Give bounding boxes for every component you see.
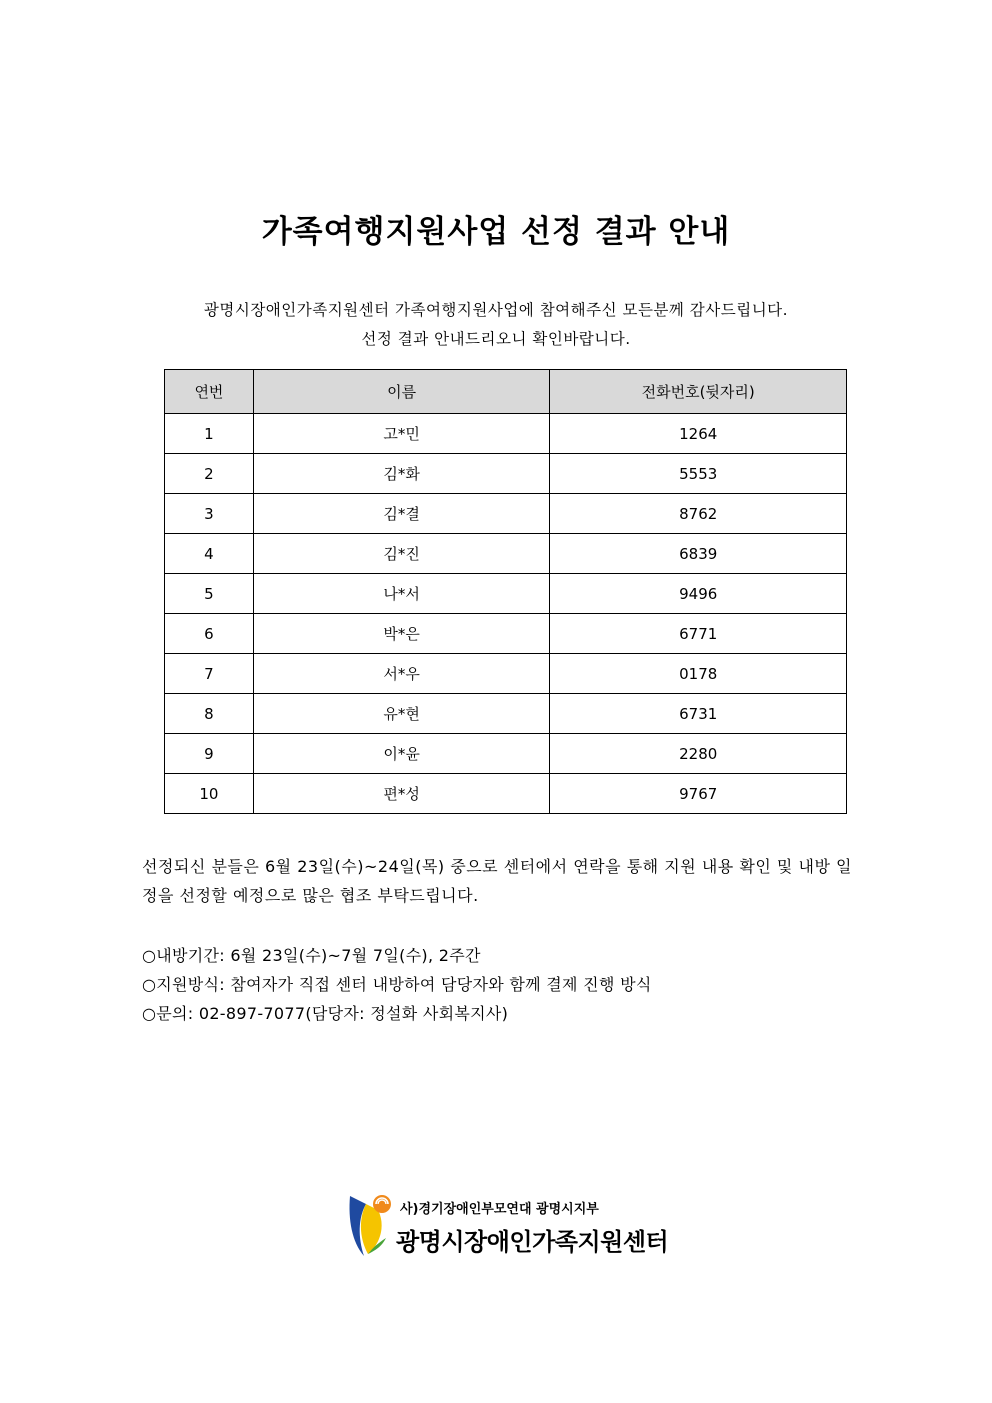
contact-info: ○문의: 02-897-7077(담당자: 정설화 사회복지사) xyxy=(142,1004,509,1023)
logo-mark-icon xyxy=(346,1190,394,1260)
table-row xyxy=(165,414,847,454)
visit-period: ○내방기간: 6월 23일(수)~7월 7일(수), 2주간 xyxy=(142,946,481,965)
cell-phone: 1264 xyxy=(550,414,847,454)
table-row xyxy=(165,574,847,614)
cell-name: 서*우 xyxy=(253,654,550,694)
logo-subtitle: 사)경기장애인부모연대 광명시지부 xyxy=(400,1202,599,1217)
cell-name: 편*성 xyxy=(253,774,550,814)
cell-number: 3 xyxy=(165,494,254,534)
table-header-row xyxy=(165,370,847,414)
cell-name: 박*은 xyxy=(253,614,550,654)
cell-number: 7 xyxy=(165,654,254,694)
cell-phone: 6771 xyxy=(550,614,847,654)
header-phone: 전화번호(뒷자리) xyxy=(550,370,847,414)
cell-phone: 8762 xyxy=(550,494,847,534)
cell-phone: 5553 xyxy=(550,454,847,494)
cell-number: 2 xyxy=(165,454,254,494)
table-row xyxy=(165,774,847,814)
cell-name: 유*현 xyxy=(253,694,550,734)
cell-name: 이*윤 xyxy=(253,734,550,774)
cell-name: 김*결 xyxy=(253,494,550,534)
intro-line-1: 광명시장애인가족지원센터 가족여행지원사업에 참여해주신 모든분께 감사드립니다. xyxy=(203,301,789,319)
cell-number: 5 xyxy=(165,574,254,614)
table-row xyxy=(165,734,847,774)
cell-number: 4 xyxy=(165,534,254,574)
support-method: ○지원방식: 참여자가 직접 센터 내방하여 담당자와 함께 결제 진행 방식 xyxy=(142,975,652,994)
logo-name: 광명시장애인가족지원센터 xyxy=(396,1228,669,1256)
cell-phone: 6731 xyxy=(550,694,847,734)
cell-number: 8 xyxy=(165,694,254,734)
table-row xyxy=(165,494,847,534)
page-title: 가족여행지원사업 선정 결과 안내 xyxy=(261,214,731,250)
intro-line-2: 선정 결과 안내드리오니 확인바랍니다. xyxy=(361,330,631,348)
cell-name: 김*화 xyxy=(253,454,550,494)
cell-name: 고*민 xyxy=(253,414,550,454)
table-row xyxy=(165,694,847,734)
header-name: 이름 xyxy=(253,370,550,414)
table-row xyxy=(165,534,847,574)
cell-phone: 2280 xyxy=(550,734,847,774)
cell-phone: 9496 xyxy=(550,574,847,614)
header-number: 연번 xyxy=(165,370,254,414)
cell-name: 김*진 xyxy=(253,534,550,574)
table-row xyxy=(165,454,847,494)
cell-phone: 6839 xyxy=(550,534,847,574)
cell-number: 1 xyxy=(165,414,254,454)
cell-phone: 0178 xyxy=(550,654,847,694)
table-row xyxy=(165,654,847,694)
table-row xyxy=(165,614,847,654)
cell-number: 9 xyxy=(165,734,254,774)
cell-number: 6 xyxy=(165,614,254,654)
center-logo xyxy=(346,1190,686,1262)
selection-notice: 선정되신 분들은 6월 23일(수)~24일(목) 중으로 센터에서 연락을 통해 지원 내용 확인 및 내방 일정을 선정할 예정으로 많은 협조 부탁드립니다. xyxy=(142,857,852,905)
cell-name: 나*서 xyxy=(253,574,550,614)
cell-number: 10 xyxy=(165,774,254,814)
results-table xyxy=(164,369,847,814)
cell-phone: 9767 xyxy=(550,774,847,814)
